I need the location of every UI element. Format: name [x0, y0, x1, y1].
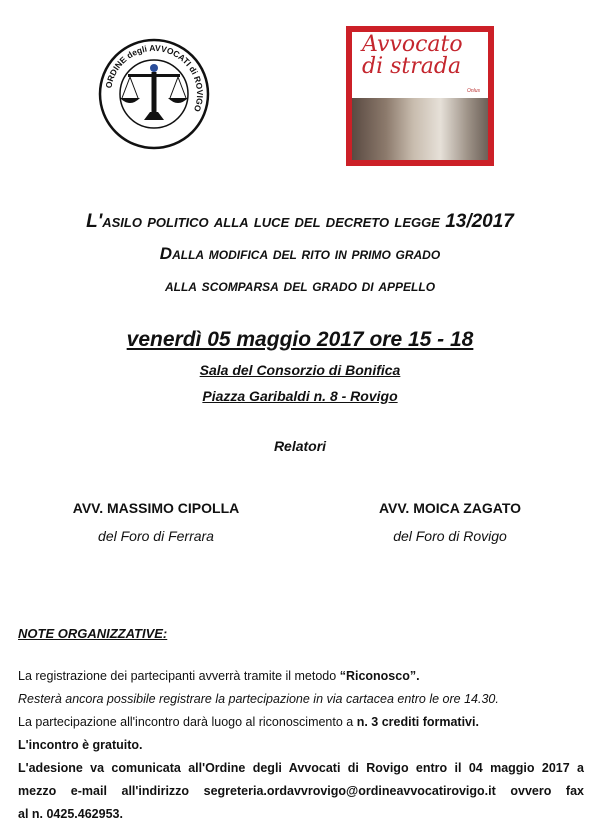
- logo-title-line2: di strada: [362, 54, 462, 79]
- notes-body: [18, 665, 584, 826]
- speaker-name: AVV. MOICA ZAGATO: [378, 500, 522, 516]
- note-text: La partecipazione all'incontro darà luogo al riconoscimento a: [18, 715, 357, 729]
- note-bold: al n. 0425.462953.: [18, 807, 123, 821]
- note-adhesion-2: [18, 780, 584, 803]
- note-bold: “Riconosco”.: [339, 669, 420, 683]
- speaker-1: [6, 500, 306, 544]
- note-text: La registrazione dei partecipanti avverrà tramite il metodo: [18, 669, 340, 683]
- note-paper-registration: Resterà ancora possibile registrare la partecipazione in via cartacea entro le ore 14.30.: [18, 692, 499, 706]
- title-line-2: Dalla modifica del rito in primo grado: [159, 244, 441, 263]
- note-credits: [18, 711, 584, 734]
- speaker-forum: del Foro di Ferrara: [98, 528, 214, 544]
- note-bold: L'adesione va comunicata all'Ordine degli Avvocati di Rovigo entro il 04 maggio 2017 a: [18, 761, 584, 775]
- logo-ring-text: ORDINE degli AVVOCATI di ROVIGO: [103, 42, 206, 114]
- avvocato-di-strada-logo: [346, 26, 494, 166]
- speakers-heading: Relatori: [273, 438, 327, 454]
- logo-title: [362, 34, 463, 78]
- note-bold: n. 3 crediti formativi.: [356, 715, 479, 729]
- logo-title-line1: Avvocato: [362, 32, 463, 57]
- logo-subtitle: Onlus: [466, 88, 480, 94]
- note-registration: [18, 665, 584, 688]
- venue-hall: Sala del Consorzio di Bonifica: [199, 362, 401, 378]
- note-bold: L'incontro è gratuito.: [18, 738, 143, 752]
- notes-heading: NOTE ORGANIZZATIVE:: [18, 626, 168, 641]
- event-title: [0, 206, 600, 302]
- note-adhesion-3: [18, 803, 584, 826]
- ordine-avvocati-logo: [98, 24, 210, 164]
- note-adhesion-1: [18, 757, 584, 780]
- scales-of-justice-icon: [98, 24, 210, 164]
- speaker-name: AVV. MASSIMO CIPOLLA: [72, 500, 240, 516]
- title-line-3: alla scomparsa del grado di appello: [164, 276, 436, 295]
- venue-address: Piazza Garibaldi n. 8 - Rovigo: [202, 388, 398, 404]
- title-line-1: L'asilo politico alla luce del decreto legge 13/2017: [86, 211, 514, 232]
- speaker-2: [300, 500, 600, 544]
- note-free: [18, 734, 584, 757]
- note-bold: mezzo e-mail all'indirizzo segreteria.ordavvrovigo@ordineavvocatirovigo.it ovvero fax: [18, 784, 584, 798]
- event-date: venerdì 05 maggio 2017 ore 15 - 18: [126, 328, 474, 351]
- speaker-forum: del Foro di Rovigo: [393, 528, 507, 544]
- logo-photo: [352, 98, 488, 160]
